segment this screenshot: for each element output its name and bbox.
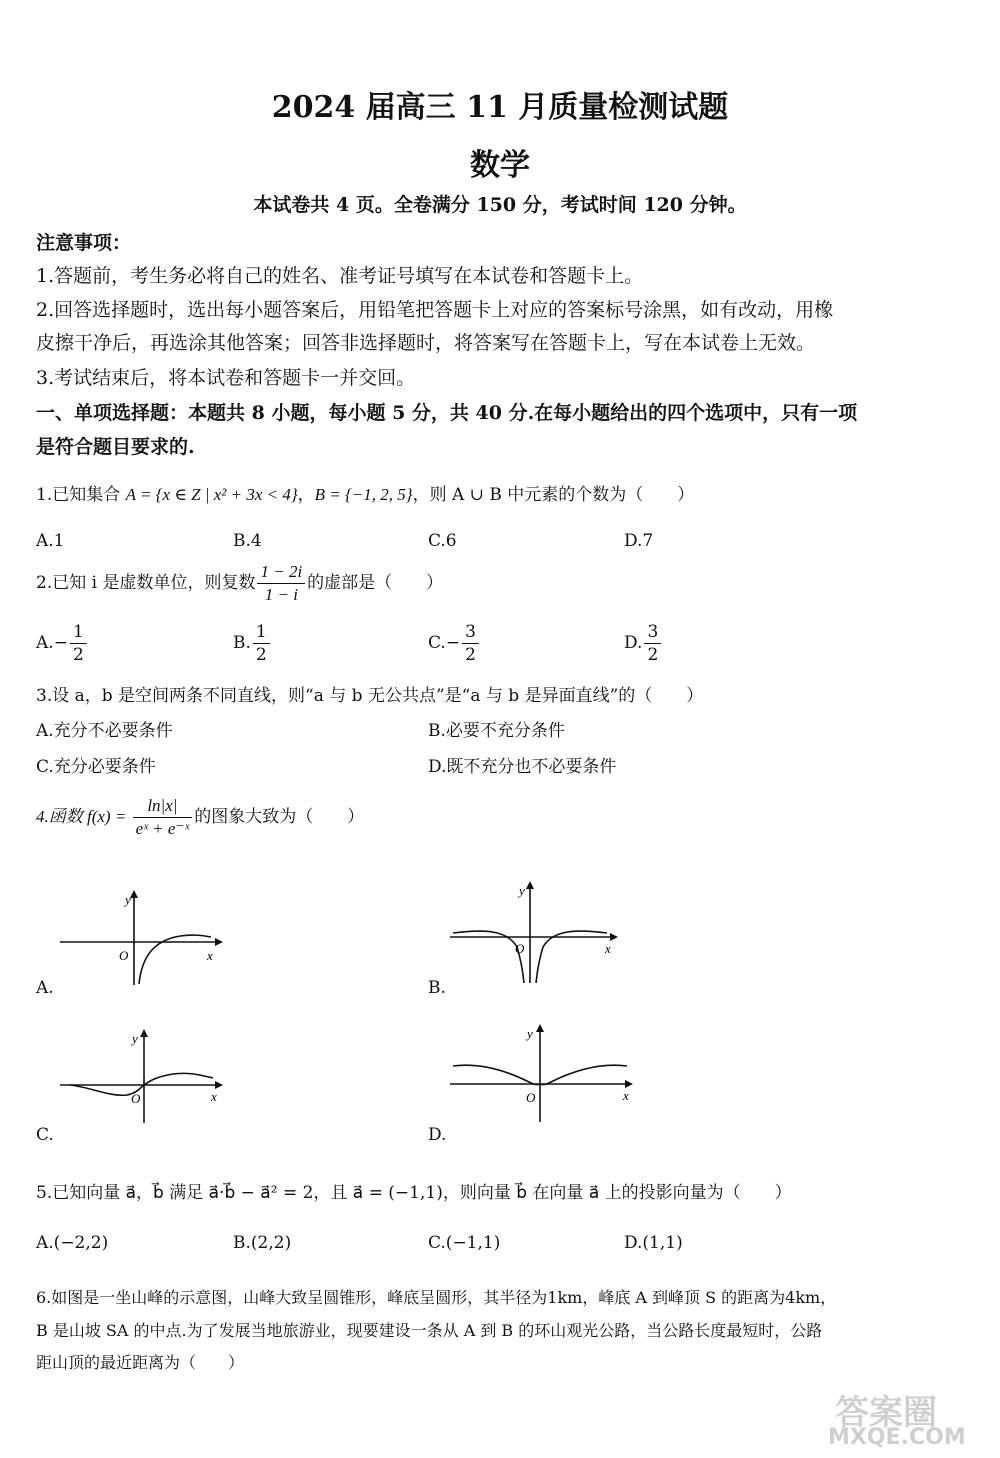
q1-option-a: A.1	[36, 531, 65, 551]
q5-option-d: D.(1,1)	[624, 1233, 683, 1253]
q4-graph-a	[55, 880, 235, 985]
q1-option-c: C.6	[428, 531, 457, 551]
graph-c-y-label: y	[132, 1031, 138, 1046]
note-2b: 皮擦干净后，再选涂其他答案；回答非选择题时，将答案写在答题卡上，写在本试卷上无效。	[36, 332, 816, 354]
q4-numerator: ln|x|	[133, 795, 193, 818]
note-1: 1.答题前，考生务必将自己的姓名、准考证号填写在本试卷和答题卡上。	[36, 265, 644, 287]
q3-option-d: D.既不充分也不必要条件	[428, 757, 617, 777]
question-5-stem: 5.已知向量 a⃗，b⃗ 满足 a⃗·b⃗ − a⃗² = 2，且 a⃗ = (−1,1)，则向量 b⃗ 在向量 a⃗ 上的投影向量为（ ）	[36, 1183, 792, 1203]
q1-mid: ，	[297, 485, 315, 505]
note-3: 3.考试结束后，将本试卷和答题卡一并交回。	[36, 367, 416, 389]
q3-option-a: A.充分不必要条件	[36, 721, 173, 741]
question-3-stem: 3.设 a，b 是空间两条不同直线，则“a 与 b 无公共点”是“a 与 b 是异面直线”的（ ）	[36, 686, 704, 706]
q2-a-num: 1	[70, 621, 87, 644]
q2-c-num: 3	[462, 621, 479, 644]
q2-fraction	[257, 561, 305, 606]
q1-set-a: A = {x ∈ Z | x² + 3x < 4}	[125, 485, 298, 504]
question-6-line-3: 距山顶的最近距离为（ ）	[36, 1353, 245, 1372]
q2-d-num: 3	[644, 621, 661, 644]
q5-option-c: C.(−1,1)	[428, 1233, 501, 1253]
section-heading-1: 一、单项选择题：本题共 8 小题，每小题 5 分，共 40 分.在每小题给出的四个选项中，只有一项	[36, 402, 858, 424]
note-2a: 2.回答选择题时，选出每小题答案后，用铅笔把答题卡上对应的答案标号涂黑，如有改动，用橡	[36, 299, 834, 321]
q2-option-d	[624, 621, 663, 666]
q4-suffix: 的图象大致为（ ）	[194, 807, 365, 827]
q2-prefix: 2.已知 i 是虚数单位，则复数	[36, 573, 256, 593]
watermark-logo: 答案圈	[835, 1393, 937, 1433]
q2-d-label: D.	[624, 633, 643, 653]
question-6-line-1: 6.如图是一坐山峰的示意图，山峰大致呈圆锥形，峰底呈圆形，其半径为1km，峰底 A 到峰顶 S 的距离为4km，	[36, 1288, 837, 1307]
q2-option-c	[428, 621, 481, 666]
section-heading-2: 是符合题目要求的.	[36, 436, 195, 458]
q2-b-den: 2	[255, 645, 267, 665]
question-2-stem	[36, 561, 443, 606]
graph-b-x-label: x	[605, 941, 611, 956]
q1-suffix: ，则 A ∪ B 中元素的个数为（ ）	[412, 485, 695, 505]
q4-prefix: 4.函数 f(x) =	[36, 807, 131, 826]
q2-a-den: 2	[72, 645, 84, 665]
q4-option-a: A.	[36, 978, 54, 998]
q2-option-a	[36, 621, 89, 666]
watermark-url: MXQE.COM	[828, 1425, 966, 1450]
graph-c-x-label: x	[211, 1089, 217, 1104]
question-1-stem	[36, 480, 694, 505]
graph-d-y-label: y	[527, 1026, 533, 1041]
graph-b-y-label: y	[519, 883, 525, 898]
graph-a-x-label: x	[207, 948, 213, 963]
q2-a-frac	[70, 621, 87, 666]
q4-graph-b	[445, 875, 625, 985]
q2-d-frac	[644, 621, 661, 666]
q4-denominator: eˣ + e⁻ˣ	[135, 819, 190, 838]
question-4-stem	[36, 795, 364, 840]
q2-b-num: 1	[253, 621, 270, 644]
q1-set-b: B = {−1, 2, 5}	[314, 485, 413, 504]
graph-b-origin-label: O	[515, 941, 525, 956]
graph-a-origin-label: O	[119, 948, 129, 963]
exam-title: 2024 届高三 11 月质量检测试题	[271, 90, 729, 125]
graph-a-y-label: y	[125, 892, 131, 907]
q2-b-frac	[253, 621, 270, 666]
q2-c-sign: −	[445, 633, 461, 653]
q1-option-d: D.7	[624, 531, 654, 551]
exam-info: 本试卷共 4 页。全卷满分 150 分，考试时间 120 分钟。	[253, 194, 747, 216]
q2-option-b	[233, 621, 272, 666]
q1-option-b: B.4	[233, 531, 262, 551]
q2-denominator: 1 − i	[264, 585, 298, 604]
q2-c-label: C.	[428, 633, 446, 653]
q5-option-a: A.(−2,2)	[36, 1233, 109, 1253]
graph-d-x-label: x	[623, 1088, 629, 1103]
q2-a-sign: −	[53, 633, 68, 653]
q3-option-c: C.充分必要条件	[36, 757, 156, 777]
graph-c-origin-label: O	[131, 1091, 141, 1106]
q2-a-label: A.	[36, 633, 54, 653]
q4-graph-d	[445, 1020, 645, 1125]
question-6-line-2: B 是山坡 SA 的中点.为了发展当地旅游业，现要建设一条从 A 到 B 的环山观光公路，当公路长度最短时，公路	[36, 1321, 823, 1340]
q3-option-b: B.必要不充分条件	[428, 721, 565, 741]
q2-c-den: 2	[465, 645, 476, 665]
q2-suffix: 的虚部是（ ）	[307, 573, 444, 593]
subject-title: 数学	[470, 148, 530, 183]
q2-c-frac	[462, 621, 479, 666]
q2-numerator: 1 − 2i	[257, 561, 305, 584]
q4-option-c: C.	[36, 1125, 54, 1145]
notes-heading: 注意事项：	[36, 232, 132, 254]
q4-option-b: B.	[428, 978, 446, 998]
q1-prefix: 1.已知集合	[36, 485, 126, 505]
q4-fraction	[133, 795, 193, 840]
q4-graph-c	[55, 1025, 235, 1125]
q2-b-label: B.	[233, 633, 251, 653]
q4-option-d: D.	[428, 1125, 447, 1145]
q2-d-den: 2	[647, 645, 659, 665]
graph-d-origin-label: O	[526, 1090, 536, 1105]
q5-option-b: B.(2,2)	[233, 1233, 292, 1253]
